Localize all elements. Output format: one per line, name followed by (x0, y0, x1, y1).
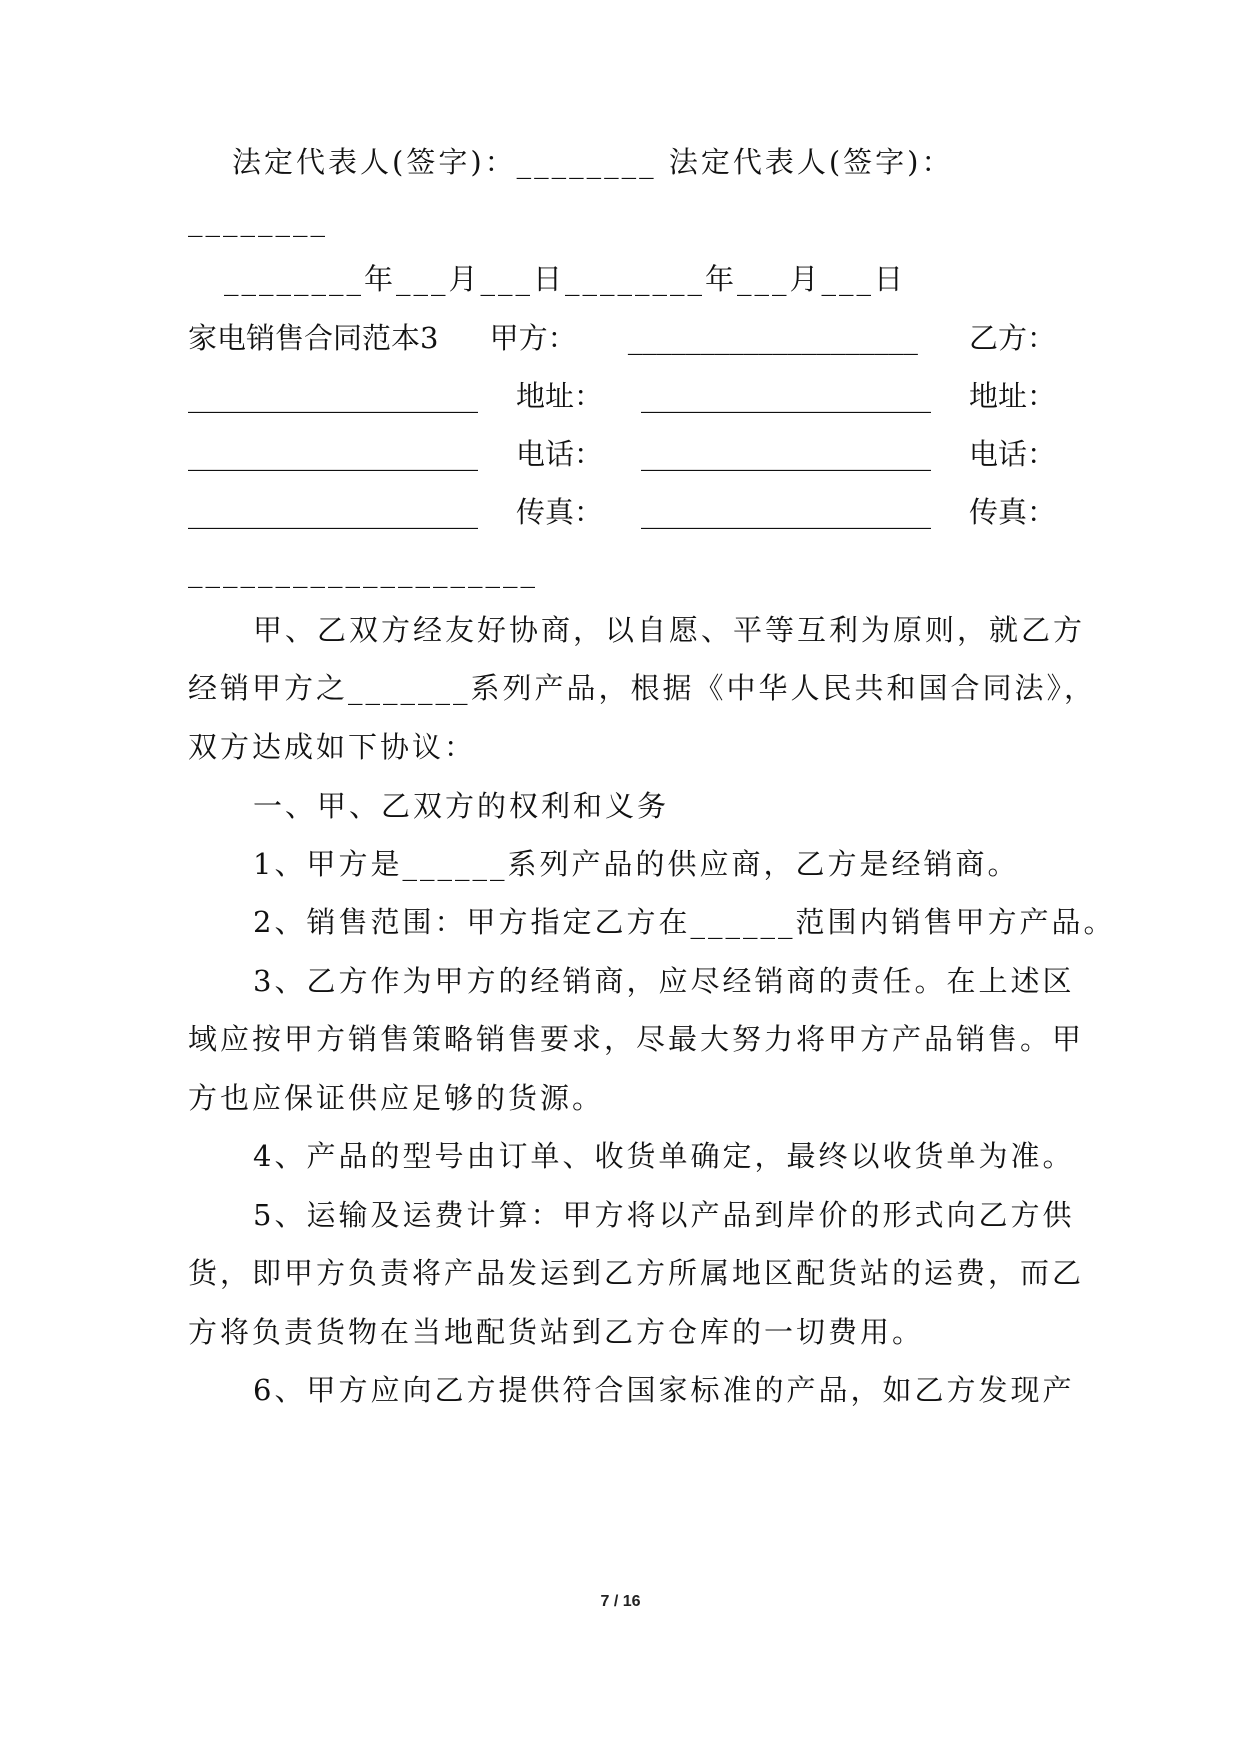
party-b-name-blank: ____________________ (188, 379, 478, 413)
preamble-line: 双方达成如下协议： (188, 730, 477, 764)
party-b-address-label: 地址： (968, 379, 1056, 413)
party-b-fax-label: 传真： (968, 495, 1056, 529)
section-heading: 一、甲、乙双方的权利和义务 (253, 789, 670, 823)
party-a-address-blank: ____________________ (640, 379, 931, 413)
party-a-address-label: 地址： (515, 379, 603, 413)
signature-line: 法定代表人(签字)：________ 法定代表人(签字)： (232, 145, 954, 179)
party-b-phone-label: 电话： (968, 437, 1056, 471)
clause-6-line: 6、甲方应向乙方提供符合国家标准的产品，如乙方发现产 (253, 1373, 1075, 1407)
clause-5-line: 货，即甲方负责将产品发运到乙方所属地区配货站的运费，而乙 (188, 1256, 1085, 1290)
party-b-phone-blank: ____________________ (188, 495, 478, 529)
preamble-line: 经销甲方之_______系列产品，根据《中华人民共和国合同法》， (188, 671, 1097, 705)
signature-blank: ________ (188, 203, 328, 237)
contract-title: 家电销售合同范本3 (188, 321, 439, 355)
party-a-label: 甲方： (489, 321, 577, 355)
clause-3-line: 域应按甲方销售策略销售要求，尽最大努力将甲方产品销售。甲 (188, 1022, 1085, 1056)
party-b-fax-blank: ____________________ (188, 554, 538, 588)
date-line: ________年___月___日________年___月___日 (224, 262, 907, 296)
page-number: 7 / 16 (600, 1593, 641, 1610)
party-a-blank: ____________________ (627, 321, 918, 355)
clause-2: 2、销售范围：甲方指定乙方在______范围内销售甲方产品。 (253, 905, 1116, 939)
party-a-fax-label: 传真： (515, 495, 603, 529)
clause-3-line: 方也应保证供应足够的货源。 (188, 1081, 605, 1115)
party-a-phone-blank: ____________________ (640, 437, 931, 471)
clause-1: 1、甲方是______系列产品的供应商，乙方是经销商。 (253, 847, 1020, 881)
clause-3-line: 3、乙方作为甲方的经销商，应尽经销商的责任。在上述区 (253, 964, 1075, 998)
fax-row (188, 492, 1056, 532)
party-b-label: 乙方： (968, 321, 1056, 355)
party-a-phone-label: 电话： (515, 437, 603, 471)
clause-4: 4、产品的型号由订单、收货单确定，最终以收货单为准。 (253, 1139, 1075, 1173)
address-row (188, 376, 1056, 416)
clause-5-line: 方将负责货物在当地配货站到乙方仓库的一切费用。 (188, 1315, 925, 1349)
preamble-line: 甲、乙双方经友好协商，以自愿、平等互利为原则，就乙方 (253, 613, 1086, 647)
party-b-address-blank: ____________________ (188, 437, 478, 471)
party-a-fax-blank: ____________________ (640, 495, 931, 529)
phone-row (188, 434, 1056, 474)
title-row (188, 318, 1056, 358)
clause-5-line: 5、运输及运费计算：甲方将以产品到岸价的形式向乙方供 (253, 1198, 1075, 1232)
